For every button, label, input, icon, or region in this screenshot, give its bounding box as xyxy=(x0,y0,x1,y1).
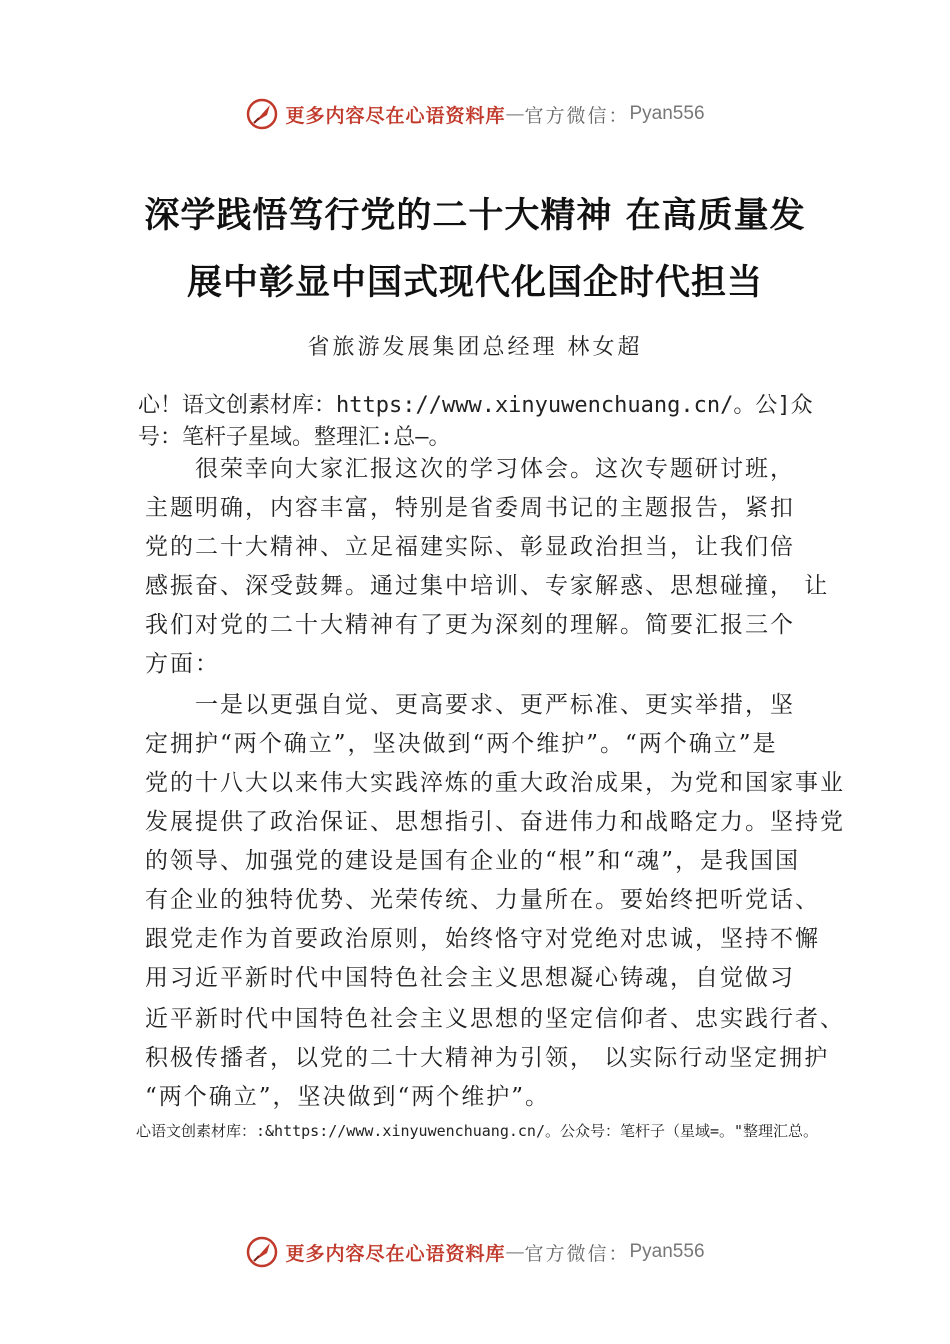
body-line: 主题明确，内容丰富，特别是省委周书记的主题报告，紧扣 xyxy=(145,495,795,521)
banner-wechat-label: 官方微信： xyxy=(524,104,630,127)
banner-main-text: 更多内容尽在心语资料库 xyxy=(285,104,506,127)
body-line: 很荣幸向大家汇报这次的学习体会。这次专题研讨班， xyxy=(145,456,795,482)
body-line: 有企业的独特优势、光荣传统、力量所在。要始终把听党话、 xyxy=(145,887,820,913)
body-line: 方面： xyxy=(145,651,220,677)
body-line: 感振奋、深受鼓舞。通过集中培训、专家解惑、思想碰撞， 让 xyxy=(145,573,830,599)
body-line: 用习近平新时代中国特色社会主义思想凝心铸魂，自觉做习 xyxy=(145,965,795,991)
body-line: 党的十八大以来伟大实践淬炼的重大政治成果，为党和国家事业 xyxy=(145,770,845,796)
body-line: 的领导、加强党的建设是国有企业的“根”和“魂”，是我国国 xyxy=(145,848,801,874)
body-line: 定拥护“两个确立”，坚决做到“两个维护”。“两个确立”是 xyxy=(145,731,778,757)
watermark-top: 心！语文创素材库：https://www.xinyuwenchuang.cn/。公]众号：笔杆子星域。整理汇:总—。 xyxy=(138,393,813,450)
body-line: 跟党走作为首要政治原则，始终恪守对党绝对忠诚，坚持不懈 xyxy=(145,926,820,952)
body-line: 近平新时代中国特色社会主义思想的坚定信仰者、忠实践行者、 xyxy=(145,1006,845,1032)
body-line: 发展提供了政治保证、思想指引、奋进伟力和战略定力。坚持党 xyxy=(145,809,845,835)
banner-wechat-label: 官方微信： xyxy=(524,1242,630,1265)
footer-banner xyxy=(0,1230,950,1274)
body-line: 党的二十大精神、立足福建实际、彰显政治担当，让我们倍 xyxy=(145,534,795,560)
doc-title-line-1: 深学践悟笃行党的二十大精神 在高质量发 xyxy=(144,196,806,236)
quill-circle-icon xyxy=(245,97,279,131)
body-line: “两个确立”，坚决做到“两个维护”。 xyxy=(145,1084,551,1110)
banner-main-text: 更多内容尽在心语资料库 xyxy=(285,1242,506,1265)
doc-title-line-2: 展中彰显中国式现代化国企时代担当 xyxy=(186,263,763,303)
header-banner xyxy=(0,92,950,136)
watermark-bottom: 心语文创素材库：:&https://www.xinyuwenchuang.cn/。公众号：笔杆子（星域=。"整理汇总。 xyxy=(136,1122,819,1140)
body-line: 积极传播者，以党的二十大精神为引领， 以实际行动坚定拥护 xyxy=(145,1045,830,1071)
banner-wechat-id: Pyan556 xyxy=(629,1241,705,1262)
quill-circle-icon xyxy=(245,1235,279,1269)
banner-dash: — xyxy=(505,103,525,125)
body-line: 一是以更强自觉、更高要求、更严标准、更实举措，坚 xyxy=(145,692,795,718)
body-line: 我们对党的二十大精神有了更为深刻的理解。简要汇报三个 xyxy=(145,612,795,638)
banner-wechat-id: Pyan556 xyxy=(629,103,705,124)
doc-author: 省旅游发展集团总经理 林女超 xyxy=(307,335,643,360)
banner-dash: — xyxy=(505,1241,525,1263)
